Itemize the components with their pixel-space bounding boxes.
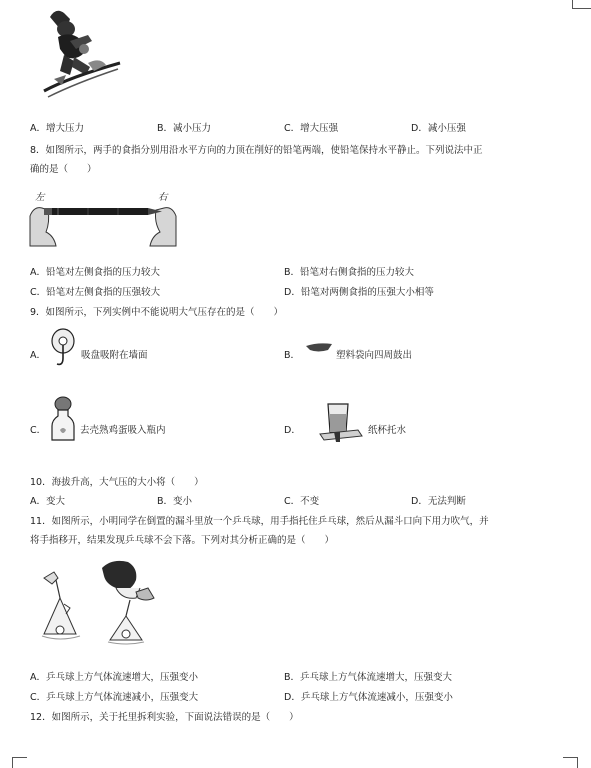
q10-option-c: C．不变 — [284, 496, 320, 507]
q9-option-a-text: 吸盘吸附在墙面 — [81, 350, 148, 361]
label-right: 右 — [158, 192, 168, 203]
q10-option-a: A．变大 — [30, 496, 65, 507]
q7-option-a: A．增大压力 — [30, 123, 84, 134]
q8-option-a: A．铅笔对左侧食指的压力较大 — [30, 267, 160, 278]
q8-option-c: C．铅笔对左侧食指的压强较大 — [30, 287, 161, 298]
corner-mark-top-right — [572, 0, 591, 9]
q11-option-d: D．乒乓球上方气体流速减小，压强变小 — [284, 692, 453, 703]
corner-mark-bottom-right — [563, 757, 578, 768]
q9-stem: 9．如图所示，下列实例中不能说明大气压存在的是（ ） — [30, 307, 284, 318]
q11-option-a: A．乒乓球上方气体流速增大，压强变小 — [30, 672, 198, 683]
skier-figure — [40, 5, 122, 103]
cup-paper-icon — [318, 400, 364, 444]
suction-cup-hook-icon — [50, 328, 76, 372]
egg-bottle-icon — [50, 396, 76, 442]
q11-option-c: C．乒乓球上方气体流速减小，压强变大 — [30, 692, 199, 703]
q8-stem-line2: 确的是（ ） — [30, 164, 97, 175]
q10-option-d: D．无法判断 — [411, 496, 466, 507]
q12-stem: 12．如图所示，关于托里拆利实验，下面说法错误的是（ ） — [30, 712, 299, 723]
q11-option-b: B．乒乓球上方气体流速增大，压强变大 — [284, 672, 453, 683]
q7-option-c: C．增大压强 — [284, 123, 339, 134]
q9-option-d-text: 纸杯托水 — [368, 425, 407, 436]
pencil-fingers-figure — [28, 186, 178, 250]
q8-option-b: B．铅笔对右侧食指的压力较大 — [284, 267, 415, 278]
q9-option-b-text: 塑料袋向四周鼓出 — [336, 350, 413, 361]
q11-stem-line1: 11．如图所示，小明同学在倒置的漏斗里放一个乒乓球，用手指托住乒乓球，然后从漏斗口向下用力吹气，并 — [30, 516, 489, 527]
q9-option-a-letter: A． — [30, 350, 46, 361]
q9-option-c-letter: C． — [30, 425, 47, 436]
q9-option-b-letter: B． — [284, 350, 301, 361]
q8-stem-line1: 8．如图所示，两手的食指分别用沿水平方向的力顶在削好的铅笔两端，使铅笔保持水平静止。下列说法中正 — [30, 145, 483, 156]
q10-stem: 10．海拔升高，大气压的大小将（ ） — [30, 477, 204, 488]
q11-stem-line2: 将手指移开，结果发现乒乓球不会下落。下列对其分析正确的是（ ） — [30, 535, 335, 546]
q9-option-c-text: 去壳熟鸡蛋吸入瓶内 — [80, 425, 166, 436]
label-left: 左 — [35, 192, 45, 203]
corner-mark-bottom-left — [12, 757, 27, 768]
q8-option-d: D．铅笔对两侧食指的压强大小相等 — [284, 287, 434, 298]
q7-option-b: B．减小压力 — [157, 123, 212, 134]
q7-option-d: D．减小压强 — [411, 123, 466, 134]
plastic-bag-icon — [304, 342, 334, 354]
q9-option-d-letter: D． — [284, 425, 301, 436]
funnel-pingpong-figure — [36, 558, 176, 646]
q10-option-b: B．变小 — [157, 496, 193, 507]
